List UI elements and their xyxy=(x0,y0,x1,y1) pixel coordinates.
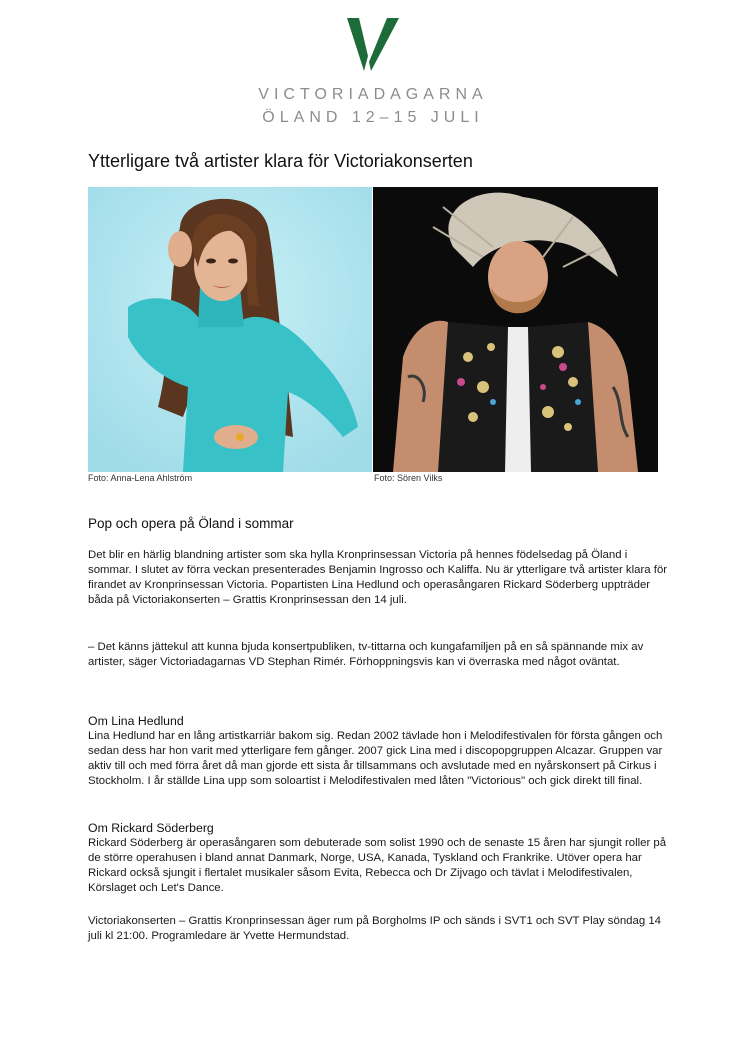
brand-dates: ÖLAND 12–15 JULI xyxy=(262,109,484,126)
section-rickard-soderberg xyxy=(88,821,668,896)
photo-lina-hedlund xyxy=(88,187,372,472)
victoriadagarna-logo-icon xyxy=(347,18,399,72)
section-body: Lina Hedlund har en lång artistkarriär bakom sig. Redan 2002 tävlade hon i Melodifestivalen för första gången och sedan dess har hon varit med ytterligare fem gånger. 2007 gick Lina med i discopopgruppen Alcazar. Gruppen var aktiv till och med förra året då man gjorde ett sista år tillsammans och avslutade med en nyårskonsert på Cirkus i Stockholm. I år ställde Lina upp som soloartist i Melodifestivalen med låten "Victorious" och gick direkt till final. xyxy=(88,730,663,787)
section-body: Rickard Söderberg är operasångaren som debuterade som solist 1990 och de senaste 15 åren har sjungit roller på de större operahusen i bland annat Danmark, Norge, USA, Kanada, Tyskland och Frankrike. Utöver opera har Rickard också sjungit i flertalet musikaler såsom Evita, Rebecca och Dr Zijvago och tävlat i Melodifestivalen, Körslaget och Let's Dance. xyxy=(88,837,667,894)
section-lina-hedlund xyxy=(88,714,668,789)
closing-paragraph: Victoriakonserten – Grattis Kronprinsessan äger rum på Borgholms IP och sänds i SVT1 och SVT Play söndag 14 juli kl 21:00. Programledare är Yvette Hermundstad. xyxy=(88,915,661,942)
photo-credit-left: Foto: Anna-Lena Ahlström xyxy=(88,473,193,483)
quote-paragraph: – Det känns jättekul att kunna bjuda konsertpubliken, tv-tittarna och kungafamiljen på en så spännande mix av artister, säger Victoriadagarnas VD Stephan Rimér. Förhoppningsvis kan vi överraska med något oväntat. xyxy=(88,641,644,668)
photo-rickard-soderberg xyxy=(373,187,658,472)
section-title: Om Lina Hedlund xyxy=(88,714,184,728)
subheading: Pop och opera på Öland i sommar xyxy=(88,516,294,531)
photo-credit-right: Foto: Sören Vilks xyxy=(374,473,443,483)
brand-name: VICTORIADAGARNA xyxy=(258,86,488,103)
intro-paragraph: Det blir en härlig blandning artister som ska hylla Kronprinsessan Victoria på hennes födelsedag på Öland i sommar. I slutet av förra veckan presenterades Benjamin Ingrosso och Kaliffa. Nu är ytterligare två artister klara för firandet av Kronprinsessan Victoria. Popartisten Lina Hedlund och operasångaren Rickard Söderberg uppträder båda på Victoriakonserten – Grattis Kronprinsessan den 14 juli. xyxy=(88,549,668,606)
page-title: Ytterligare två artister klara för Victoriakonserten xyxy=(88,151,473,171)
section-title: Om Rickard Söderberg xyxy=(88,821,214,835)
